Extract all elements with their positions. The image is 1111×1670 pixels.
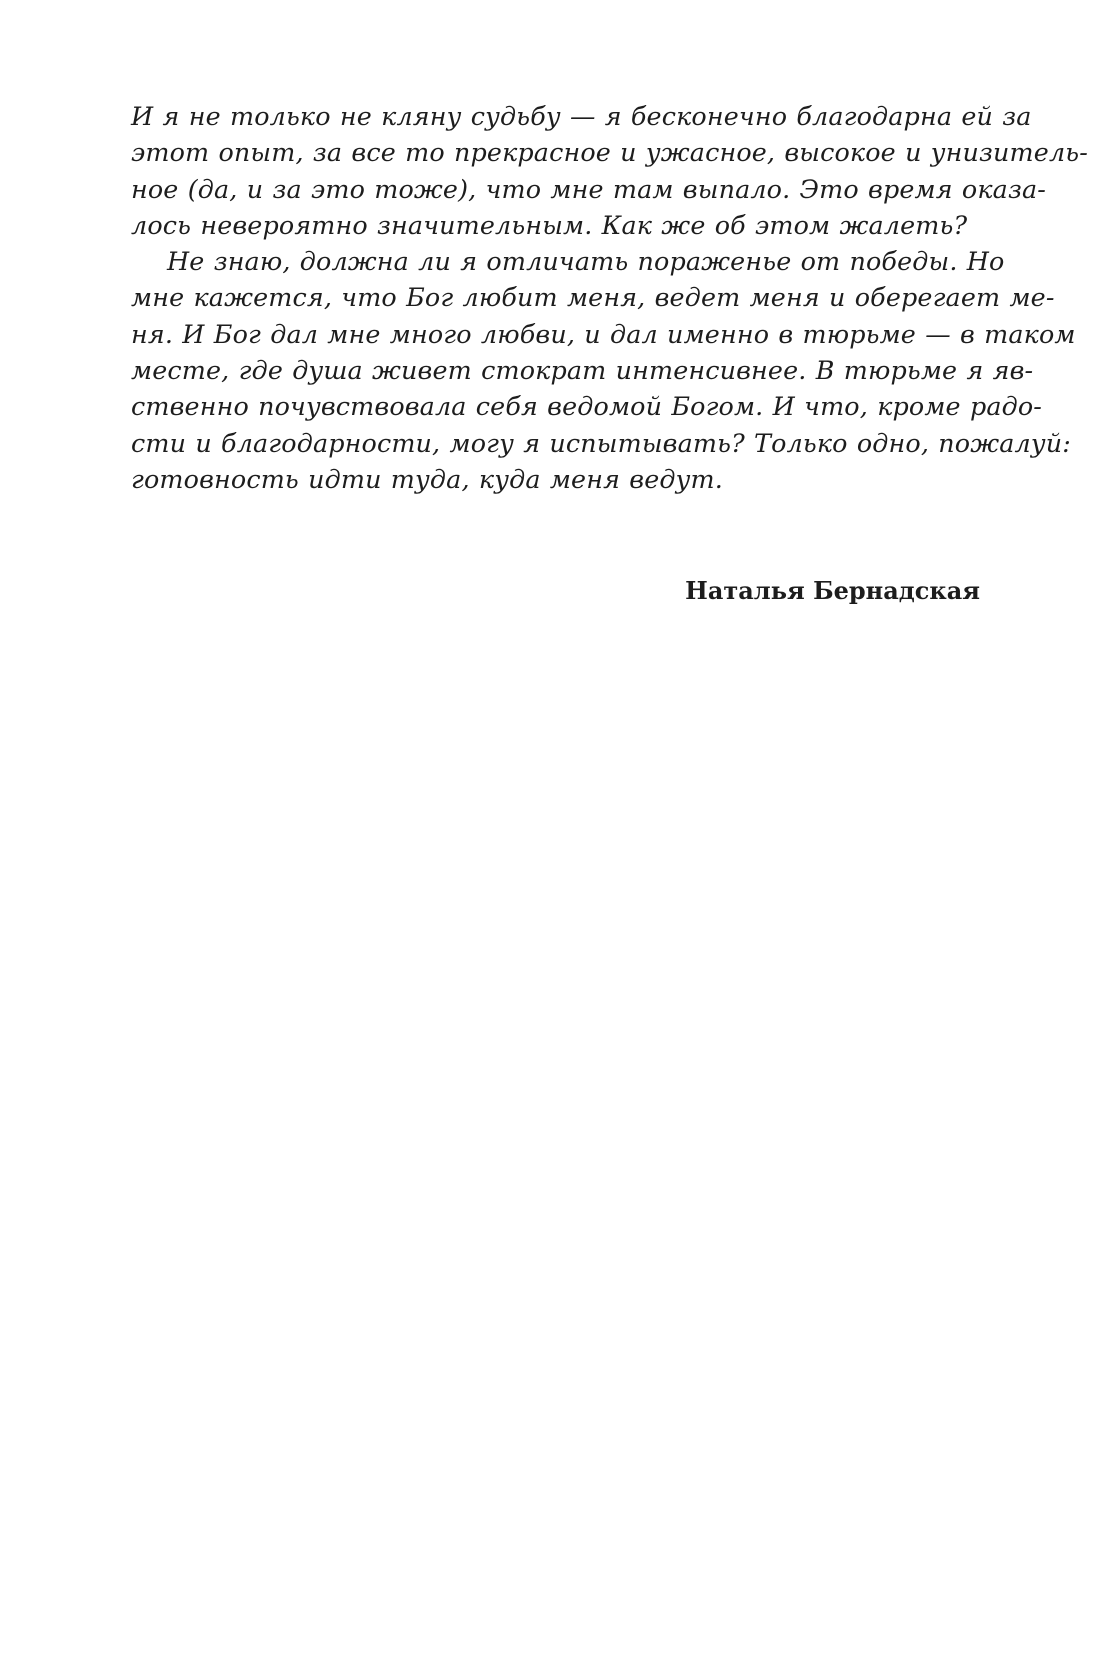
paragraph-1-line-3: ное (да, и за это тоже), что мне там выпало. Это время оказа-: [131, 173, 1046, 204]
paragraph-2-line-5: ственно почувствовала себя ведомой Богом. И что, кроме радо-: [131, 391, 1043, 422]
paragraph-1-line-1: И я не только не кляну судьбу — я бесконечно благодарна ей за: [131, 101, 1032, 131]
paragraph-1-line-2: этот опыт, за все то прекрасное и ужасное, высокое и унизитель-: [131, 137, 1088, 168]
paragraph-2-line-6: сти и благодарности, могу я испытывать? Только одно, пожалуй:: [131, 427, 1071, 458]
body-text: [131, 98, 1088, 497]
author-signature: Наталья Бернадская: [685, 576, 980, 605]
paragraph-2-line-7: готовность идти туда, куда меня ведут.: [131, 463, 723, 494]
paragraph-2-line-3: ня. И Бог дал мне много любви, и дал именно в тюрьме — в таком: [131, 318, 1076, 349]
paragraph-2-line-1: Не знаю, должна ли я отличать пораженье от победы. Но: [167, 246, 1005, 277]
paragraph-2-line-4: месте, где душа живет стократ интенсивнее. В тюрьме я яв-: [131, 355, 1034, 386]
paragraph-2-line-2: мне кажется, что Бог любит меня, ведет меня и оберегает ме-: [131, 282, 1055, 313]
paragraph-1-line-4: лось невероятно значительным. Как же об этом жалеть?: [131, 209, 968, 240]
